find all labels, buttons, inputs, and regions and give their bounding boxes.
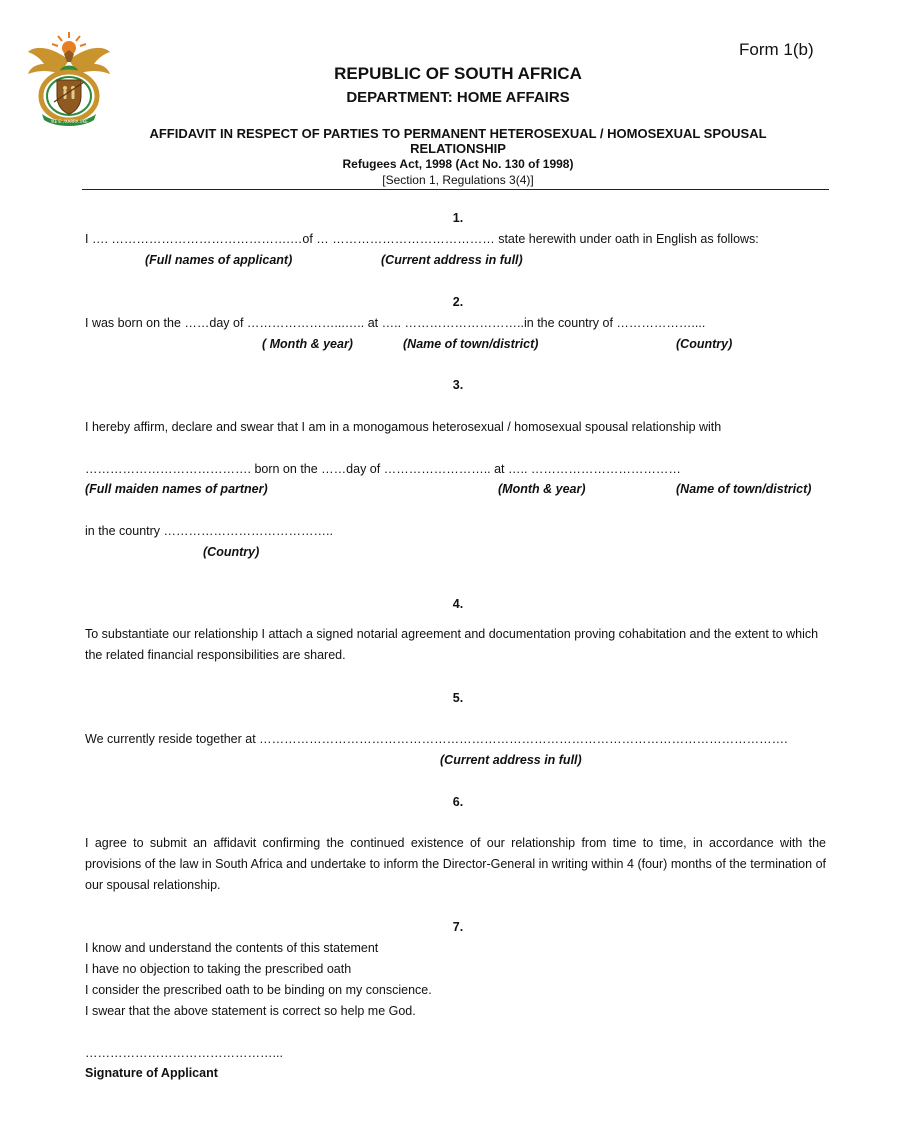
section-1-number: 1. xyxy=(452,211,464,225)
section-7-number: 7. xyxy=(452,920,464,934)
header-divider xyxy=(82,189,829,190)
partner-country-label: (Country) xyxy=(203,545,260,559)
partner-name-label: (Full maiden names of partner) xyxy=(85,482,268,496)
department-heading: DEPARTMENT: HOME AFFAIRS xyxy=(346,89,570,106)
undertaking-paragraph: I agree to submit an affidavit confirming the continued existence of our relationship from time to time, in accordance with the provisions of the law in South Africa and undertake to inform the Director-General in writing within 4 (four) months of the termination of our spousal relationship. xyxy=(85,836,826,892)
section-2-number: 2. xyxy=(452,295,464,309)
form-title-line2: RELATIONSHIP xyxy=(410,141,506,156)
applicant-name-label: (Full names of applicant) xyxy=(145,253,293,267)
country-heading: REPUBLIC OF SOUTH AFRICA xyxy=(334,64,582,83)
residence-line: We currently reside together at ………………………………………………………………………………………………………………. xyxy=(85,732,788,746)
svg-text:!KE E: /XARRA //KE: !KE E: /XARRA //KE xyxy=(50,119,88,124)
signature-label: Signature of Applicant xyxy=(85,1066,218,1080)
section-6-number: 6. xyxy=(452,795,464,809)
birth-month-year-label: ( Month & year) xyxy=(262,337,353,351)
birth-details-line: I was born on the ……day of …………………...….. at ….. ………………………..in the country of ……………….... xyxy=(85,316,706,330)
partner-month-year-label: (Month & year) xyxy=(498,482,586,496)
partner-country-line: in the country ………………………………….. xyxy=(85,524,333,538)
section-5-number: 5. xyxy=(452,691,464,705)
oath-statement-3: I consider the prescribed oath to be binding on my conscience. xyxy=(85,983,432,997)
partner-details-line: …………………………………. born on the ……day of …………………….. at ….. ……………………………… xyxy=(85,462,681,476)
substantiation-paragraph: To substantiate our relationship I attach a signed notarial agreement and documentation proving cohabitation and the extent to which the related financial responsibilities are shared. xyxy=(85,627,819,662)
section-3-number: 3. xyxy=(452,378,464,392)
signature-line: ………………………………………... xyxy=(85,1046,283,1060)
section-4-number: 4. xyxy=(452,597,464,611)
oath-statement-1: I know and understand the contents of this statement xyxy=(85,941,379,955)
relationship-affirmation: I hereby affirm, declare and swear that I am in a monogamous heterosexual / homosexual spousal relationship with xyxy=(85,420,722,434)
residence-address-label: (Current address in full) xyxy=(440,753,582,767)
oath-statement-2: I have no objection to taking the prescribed oath xyxy=(85,962,352,976)
partner-town-label: (Name of town/district) xyxy=(676,482,812,496)
applicant-address-label: (Current address in full) xyxy=(381,253,523,267)
birth-country-label: (Country) xyxy=(676,337,733,351)
act-reference: Refugees Act, 1998 (Act No. 130 of 1998) xyxy=(342,157,574,171)
form-number: Form 1(b) xyxy=(739,40,814,59)
form-title-line1: AFFIDAVIT IN RESPECT OF PARTIES TO PERMANENT HETEROSEXUAL / HOMOSEXUAL SPOUSAL xyxy=(149,126,767,141)
oath-statement-4: I swear that the above statement is correct so help me God. xyxy=(85,1004,416,1018)
section-1-declaration-line: I …. …………………………………….…of … ………………………………… state herewith under oath in English as follows: xyxy=(85,232,759,246)
regulation-reference: [Section 1, Regulations 3(4)] xyxy=(382,173,534,187)
birth-town-label: (Name of town/district) xyxy=(403,337,539,351)
